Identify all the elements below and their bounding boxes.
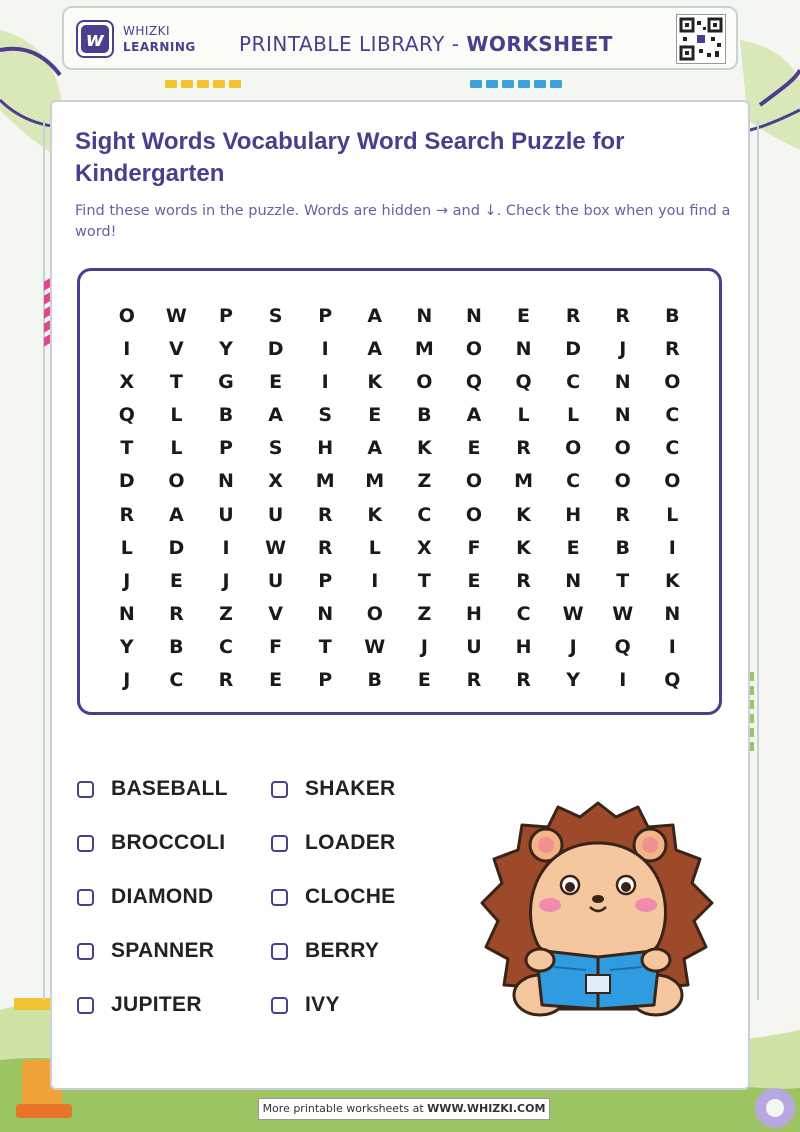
word-item[interactable]: [271, 777, 395, 801]
word-item[interactable]: [77, 885, 213, 909]
grid-letter[interactable]: W: [612, 602, 634, 625]
grid-letter[interactable]: N: [664, 602, 681, 625]
grid-letter[interactable]: O: [366, 602, 383, 625]
grid-letter[interactable]: J: [123, 569, 131, 592]
grid-letter[interactable]: L: [170, 437, 183, 460]
grid-letter[interactable]: L: [666, 503, 679, 526]
grid-letter[interactable]: L: [120, 536, 133, 559]
yellow-accent: [165, 80, 241, 88]
grid-letter[interactable]: P: [318, 305, 333, 327]
grid-letter[interactable]: W: [562, 602, 584, 625]
grid-letter[interactable]: C: [417, 503, 432, 526]
grid-letter[interactable]: M: [365, 470, 385, 493]
grid-letter[interactable]: C: [566, 371, 581, 394]
grid-letter[interactable]: A: [367, 437, 383, 460]
grid-letter[interactable]: K: [367, 503, 383, 526]
grid-letter[interactable]: A: [169, 503, 184, 526]
grid-letter[interactable]: R: [169, 602, 184, 625]
grid-letter[interactable]: R: [615, 305, 631, 327]
grid-letter[interactable]: H: [466, 602, 482, 625]
word-item[interactable]: [271, 885, 395, 909]
grid-letter[interactable]: N: [466, 305, 482, 327]
brand-name: WHIZKI: [123, 24, 171, 38]
grid-letter[interactable]: R: [615, 503, 631, 526]
word-label: LOADER: [305, 831, 396, 854]
grid-letter[interactable]: D: [267, 338, 284, 361]
footer-url: WWW.WHIZKI.COM: [427, 1102, 546, 1115]
grid-letter[interactable]: N: [565, 569, 582, 592]
grid-letter[interactable]: J: [569, 635, 577, 658]
grid-letter[interactable]: F: [467, 536, 481, 559]
worksheet-title: Sight Words Vocabulary Word Search Puzzle for Kindergarten: [75, 128, 625, 187]
checkbox[interactable]: [77, 943, 94, 960]
word-item[interactable]: [77, 777, 228, 801]
letter-grid: [102, 300, 697, 697]
grid-letter[interactable]: E: [269, 669, 283, 692]
grid-letter[interactable]: J: [619, 338, 627, 361]
word-label: BERRY: [305, 939, 380, 962]
checkbox[interactable]: [77, 889, 94, 906]
grid-letter[interactable]: K: [516, 536, 531, 559]
grid-letter[interactable]: I: [321, 338, 329, 361]
grid-letter[interactable]: L: [517, 404, 530, 427]
grid-letter[interactable]: Q: [465, 371, 483, 394]
grid-letter[interactable]: B: [417, 404, 432, 427]
grid-letter[interactable]: N: [218, 470, 234, 493]
checkbox[interactable]: [77, 781, 94, 798]
grid-letter[interactable]: S: [318, 404, 333, 427]
grid-letter[interactable]: J: [123, 669, 131, 692]
word-label: SPANNER: [111, 939, 215, 962]
grid-letter[interactable]: K: [367, 371, 383, 394]
grid-letter[interactable]: E: [368, 404, 382, 427]
grid-letter[interactable]: U: [267, 503, 284, 526]
grid-letter[interactable]: K: [664, 569, 680, 592]
grid-letter[interactable]: D: [565, 338, 582, 361]
grid-letter[interactable]: Q: [664, 669, 681, 692]
grid-letter[interactable]: L: [170, 404, 183, 427]
checkbox[interactable]: [271, 835, 288, 852]
word-label: DIAMOND: [111, 885, 214, 908]
grid-letter[interactable]: C: [665, 437, 680, 460]
grid-letter[interactable]: O: [465, 470, 483, 493]
header-title-prefix: PRINTABLE LIBRARY -: [239, 32, 467, 56]
grid-letter[interactable]: Q: [614, 635, 631, 658]
grid-letter[interactable]: Q: [515, 371, 532, 394]
grid-letter[interactable]: E: [269, 371, 283, 394]
grid-letter[interactable]: W: [265, 536, 287, 559]
grid-letter[interactable]: E: [566, 536, 580, 559]
grid-letter[interactable]: O: [614, 437, 631, 460]
grid-letter[interactable]: O: [565, 437, 582, 460]
grid-letter[interactable]: R: [665, 338, 680, 361]
grid-letter[interactable]: V: [268, 602, 283, 625]
grid-letter[interactable]: E: [169, 569, 183, 592]
grid-letter[interactable]: T: [120, 437, 134, 460]
grid-letter[interactable]: Z: [417, 602, 432, 625]
grid-letter[interactable]: R: [516, 669, 531, 692]
grid-letter[interactable]: I: [668, 536, 676, 559]
grid-letter[interactable]: L: [368, 536, 381, 559]
whizki-logo[interactable]: [76, 20, 114, 58]
grid-letter[interactable]: U: [466, 635, 482, 658]
grid-letter[interactable]: R: [565, 305, 581, 327]
checkbox[interactable]: [271, 889, 288, 906]
qr-pattern: [677, 15, 725, 63]
grid-letter[interactable]: O: [465, 503, 483, 526]
grid-letter[interactable]: O: [118, 305, 135, 327]
word-label: BROCCOLI: [111, 831, 226, 854]
grid-letter[interactable]: S: [268, 437, 283, 460]
checkbox[interactable]: [77, 835, 94, 852]
grid-letter[interactable]: I: [321, 371, 329, 394]
grid-letter[interactable]: Z: [219, 602, 233, 625]
checkbox[interactable]: [271, 997, 288, 1014]
grid-letter[interactable]: A: [367, 338, 383, 361]
grid-letter[interactable]: I: [619, 669, 627, 692]
grid-letter[interactable]: Y: [119, 635, 134, 658]
header-title-bold: WORKSHEET: [466, 32, 613, 56]
grid-letter[interactable]: E: [517, 305, 531, 327]
grid-letter[interactable]: X: [119, 371, 135, 394]
grid-letter[interactable]: D: [168, 536, 185, 559]
footer-link[interactable]: [258, 1098, 550, 1120]
grid-letter[interactable]: N: [614, 371, 631, 394]
grid-letter[interactable]: F: [269, 635, 283, 658]
grid-letter[interactable]: I: [123, 338, 131, 361]
grid-letter[interactable]: N: [515, 338, 532, 361]
footer-prefix: More printable worksheets at: [262, 1102, 428, 1115]
grid-letter[interactable]: H: [565, 503, 582, 526]
header-title: [239, 32, 613, 56]
grid-letter[interactable]: A: [367, 305, 383, 327]
grid-letter[interactable]: R: [516, 569, 531, 592]
grid-letter[interactable]: R: [119, 503, 135, 526]
grid-letter[interactable]: O: [664, 371, 681, 394]
grid-letter[interactable]: Y: [219, 338, 233, 361]
logo-letter: w: [81, 25, 109, 53]
qr-code-icon[interactable]: [676, 14, 726, 64]
grid-letter[interactable]: O: [416, 371, 433, 394]
worksheet-instructions: Find these words in the puzzle. Words are hidden → and ↓. Check the box when you find a word!: [75, 203, 731, 240]
word-item[interactable]: [77, 993, 202, 1017]
grid-letter[interactable]: I: [668, 635, 676, 658]
grid-letter[interactable]: P: [219, 305, 233, 327]
grid-letter[interactable]: H: [317, 437, 334, 460]
grid-letter[interactable]: N: [118, 602, 135, 625]
grid-letter[interactable]: B: [615, 536, 630, 559]
grid-letter[interactable]: N: [614, 404, 631, 427]
grid-letter[interactable]: B: [218, 404, 234, 427]
grid-letter[interactable]: N: [416, 305, 433, 327]
word-label: SHAKER: [305, 777, 396, 800]
grid-letter[interactable]: M: [514, 470, 533, 493]
grid-letter[interactable]: T: [616, 569, 630, 592]
word-label: IVY: [305, 993, 340, 1016]
grid-letter[interactable]: B: [665, 305, 680, 327]
word-item[interactable]: [77, 939, 214, 963]
brand-subtitle: LEARNING: [123, 40, 196, 54]
grid-letter[interactable]: A: [466, 404, 482, 427]
hedgehog-reading-illustration: [478, 795, 718, 1035]
grid-letter[interactable]: V: [169, 338, 184, 361]
blue-accent: [470, 80, 562, 88]
grid-letter[interactable]: R: [317, 536, 333, 559]
grid-letter[interactable]: S: [268, 305, 283, 327]
grid-letter[interactable]: O: [664, 470, 681, 493]
grid-letter[interactable]: W: [364, 635, 386, 658]
grid-letter[interactable]: Y: [566, 669, 581, 692]
grid-letter[interactable]: C: [665, 404, 680, 427]
grid-letter[interactable]: I: [371, 569, 379, 592]
grid-letter[interactable]: E: [417, 669, 431, 692]
checkbox[interactable]: [271, 943, 288, 960]
word-label: BASEBALL: [111, 777, 228, 800]
grid-letter[interactable]: J: [420, 635, 428, 658]
grid-letter[interactable]: R: [218, 669, 234, 692]
word-item[interactable]: [271, 939, 379, 963]
grid-letter[interactable]: Q: [118, 404, 135, 427]
checkbox[interactable]: [271, 781, 288, 798]
grid-letter[interactable]: R: [466, 669, 482, 692]
grid-letter[interactable]: X: [417, 536, 432, 559]
grid-letter[interactable]: T: [417, 569, 431, 592]
grid-letter[interactable]: K: [516, 503, 531, 526]
word-item[interactable]: [77, 831, 225, 855]
grid-letter[interactable]: U: [267, 569, 284, 592]
grid-letter[interactable]: B: [367, 669, 382, 692]
grid-letter[interactable]: P: [219, 437, 233, 460]
grid-letter[interactable]: H: [515, 635, 532, 658]
grid-letter[interactable]: C: [516, 602, 531, 625]
grid-letter[interactable]: Z: [417, 470, 432, 493]
word-label: JUPITER: [111, 993, 202, 1016]
grid-letter[interactable]: C: [566, 470, 581, 493]
grid-letter[interactable]: O: [168, 470, 185, 493]
grid-letter[interactable]: J: [222, 569, 230, 592]
grid-letter[interactable]: P: [318, 669, 333, 692]
grid-letter[interactable]: D: [118, 470, 135, 493]
grid-letter[interactable]: R: [516, 437, 531, 460]
grid-letter[interactable]: A: [268, 404, 283, 427]
grid-letter[interactable]: T: [169, 371, 183, 394]
grid-letter[interactable]: M: [315, 470, 335, 493]
word-label: CLOCHE: [305, 885, 396, 908]
header: [62, 6, 738, 70]
grid-letter[interactable]: B: [169, 635, 184, 658]
grid-letter[interactable]: G: [218, 371, 234, 394]
word-item[interactable]: [271, 831, 395, 855]
grid-letter[interactable]: C: [169, 669, 184, 692]
grid-letter[interactable]: O: [614, 470, 631, 493]
grid-letter[interactable]: R: [317, 503, 333, 526]
grid-letter[interactable]: E: [467, 437, 481, 460]
grid-letter[interactable]: N: [317, 602, 334, 625]
grid-letter[interactable]: W: [165, 305, 187, 327]
grid-letter[interactable]: X: [268, 470, 283, 493]
grid-letter[interactable]: O: [465, 338, 483, 361]
checkbox[interactable]: [77, 997, 94, 1014]
grid-letter[interactable]: C: [219, 635, 233, 658]
grid-letter[interactable]: M: [414, 338, 434, 361]
grid-letter[interactable]: E: [467, 569, 481, 592]
word-item[interactable]: [271, 993, 340, 1017]
grid-letter[interactable]: L: [567, 404, 580, 427]
grid-letter[interactable]: P: [318, 569, 333, 592]
grid-letter[interactable]: K: [416, 437, 432, 460]
grid-letter[interactable]: T: [318, 635, 332, 658]
grid-letter[interactable]: U: [218, 503, 234, 526]
lamp-decoration: [14, 998, 54, 1010]
grid-letter[interactable]: I: [222, 536, 230, 559]
